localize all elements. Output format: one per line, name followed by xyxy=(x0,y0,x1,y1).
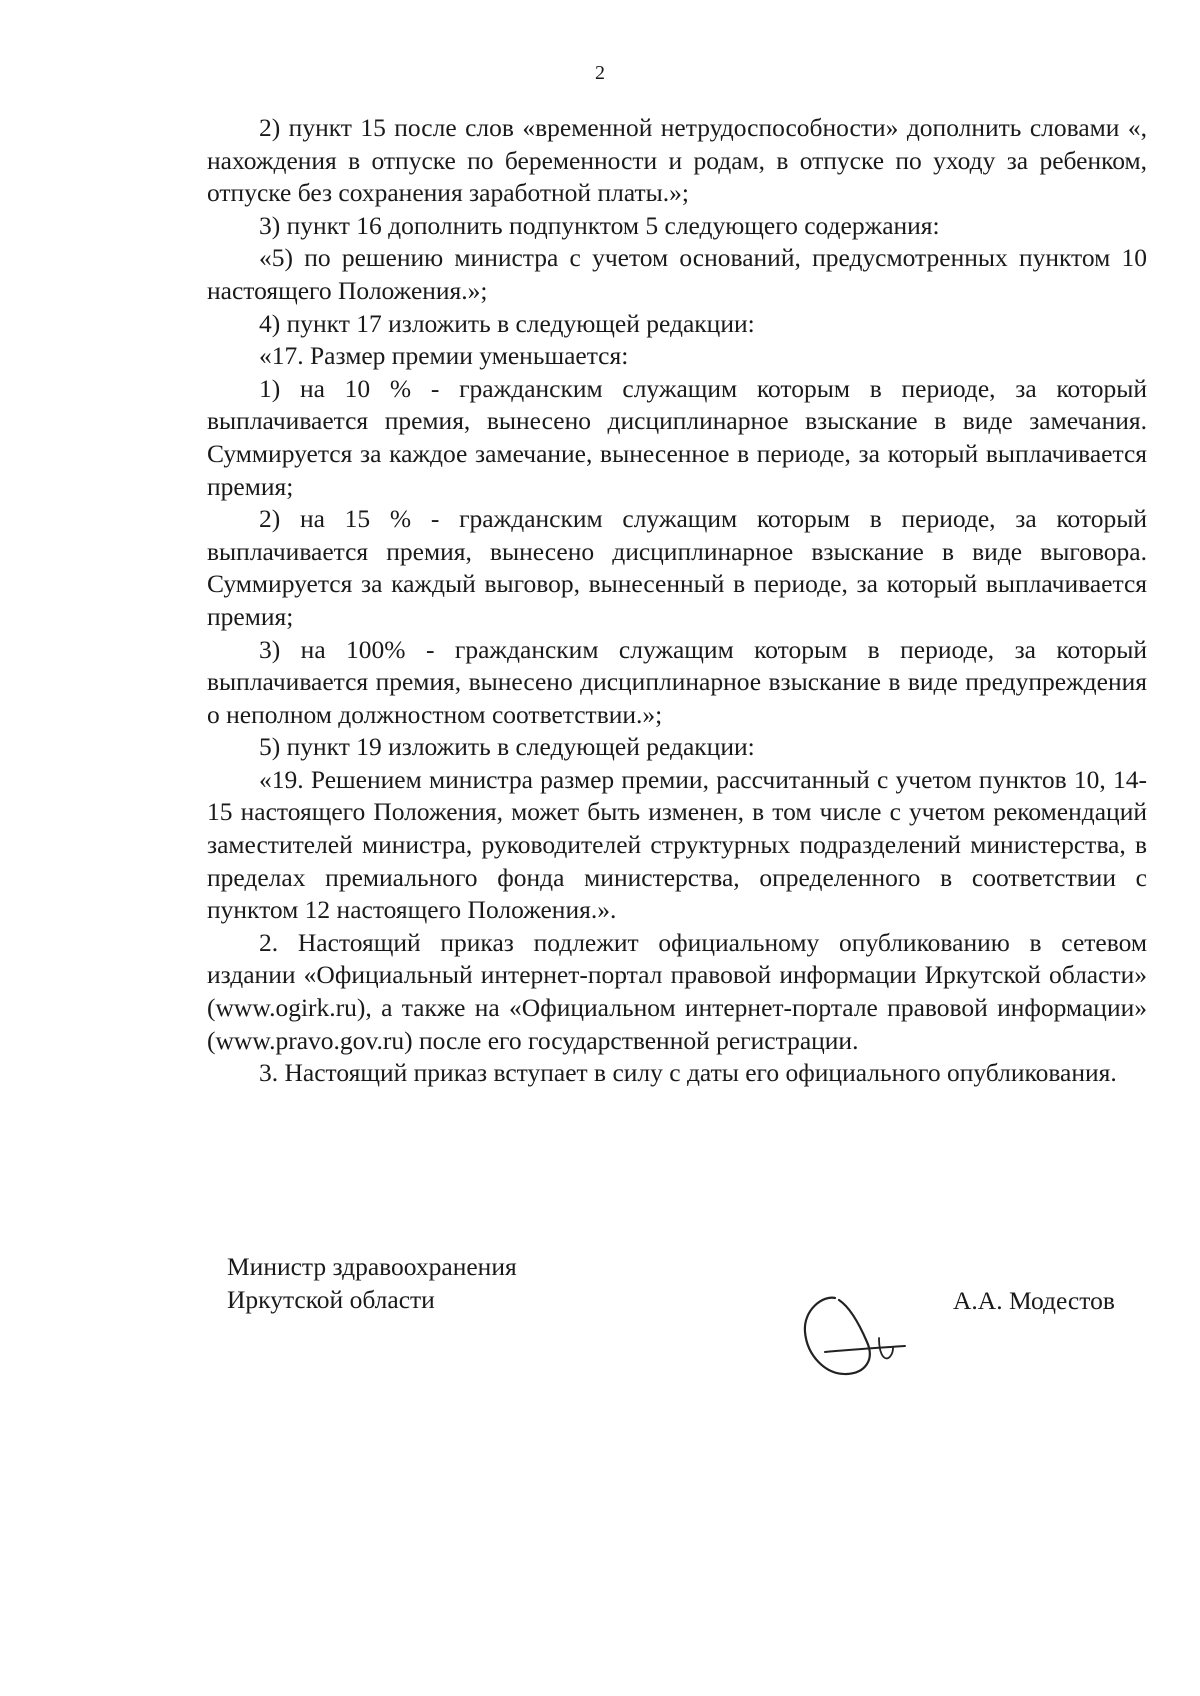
paragraph-8: 3) на 100% - гражданским служащим которым в периоде, за который выплачивается премия, вынесено дисциплинарное взыскание в виде предупреждения о неполном должностном соответствии.»; xyxy=(207,634,1147,729)
paragraph-10: «19. Решением министра размер премии, рассчитанный с учетом пунктов 10, 14-15 настоящего Положения, может быть изменен, в том числе с учетом рекомендаций заместителей министра, руководителей структурных подразделений министерства, в пределах премиального фонда министерства, определенного в соответствии с пунктом 12 настоящего Положения.». xyxy=(207,764,1147,925)
document-body xyxy=(207,112,1147,1090)
paragraph-6: 1) на 10 % - гражданским служащим которым в периоде, за который выплачивается премия, вынесено дисциплинарное взыскание в виде замечания. Суммируется за каждое замечание, вынесенное в периоде, за который выплачивается премия; xyxy=(207,373,1147,501)
paragraph-4: 4) пункт 17 изложить в следующей редакции: xyxy=(259,308,755,338)
paragraph-3: «5) по решению министра с учетом оснований, предусмотренных пунктом 10 настоящего Положения.»; xyxy=(207,243,1147,305)
paragraph-2: 3) пункт 16 дополнить подпунктом 5 следующего содержания: xyxy=(259,210,940,240)
paragraph-5: «17. Размер премии уменьшается: xyxy=(259,341,629,371)
signer-position-line2: Иркутской области xyxy=(227,1285,435,1314)
handwritten-signature xyxy=(795,1280,915,1380)
paragraph-1: 2) пункт 15 после слов «временной нетрудоспособности» дополнить словами «, нахождения в отпуске по беременности и родам, в отпуске по уходу за ребенком, отпуске без сохранения заработной платы.»; xyxy=(207,113,1147,208)
signer-name: А.А. Модестов xyxy=(953,1286,1115,1315)
page-number: 2 xyxy=(595,62,605,84)
paragraph-12: 3. Настоящий приказ вступает в силу с даты его официального опубликования. xyxy=(259,1058,1117,1088)
paragraph-7: 2) на 15 % - гражданским служащим которым в периоде, за который выплачивается премия, вынесено дисциплинарное взыскание в виде выговора. Суммируется за каждый выговор, вынесенный в периоде, за который выплачивается премия; xyxy=(207,504,1147,631)
signer-position-line1: Министр здравоохранения xyxy=(227,1252,517,1281)
paragraph-11: 2. Настоящий приказ подлежит официальному опубликованию в сетевом издании «Официальный интернет-портал правовой информации Иркутской области» (www.ogirk.ru), а также на «Официальном интернет-портале правовой информации» (www.pravo.gov.ru) после его государственной регистрации. xyxy=(207,927,1147,1055)
paragraph-9: 5) пункт 19 изложить в следующей редакции: xyxy=(259,732,755,762)
signer-position xyxy=(227,1250,517,1316)
